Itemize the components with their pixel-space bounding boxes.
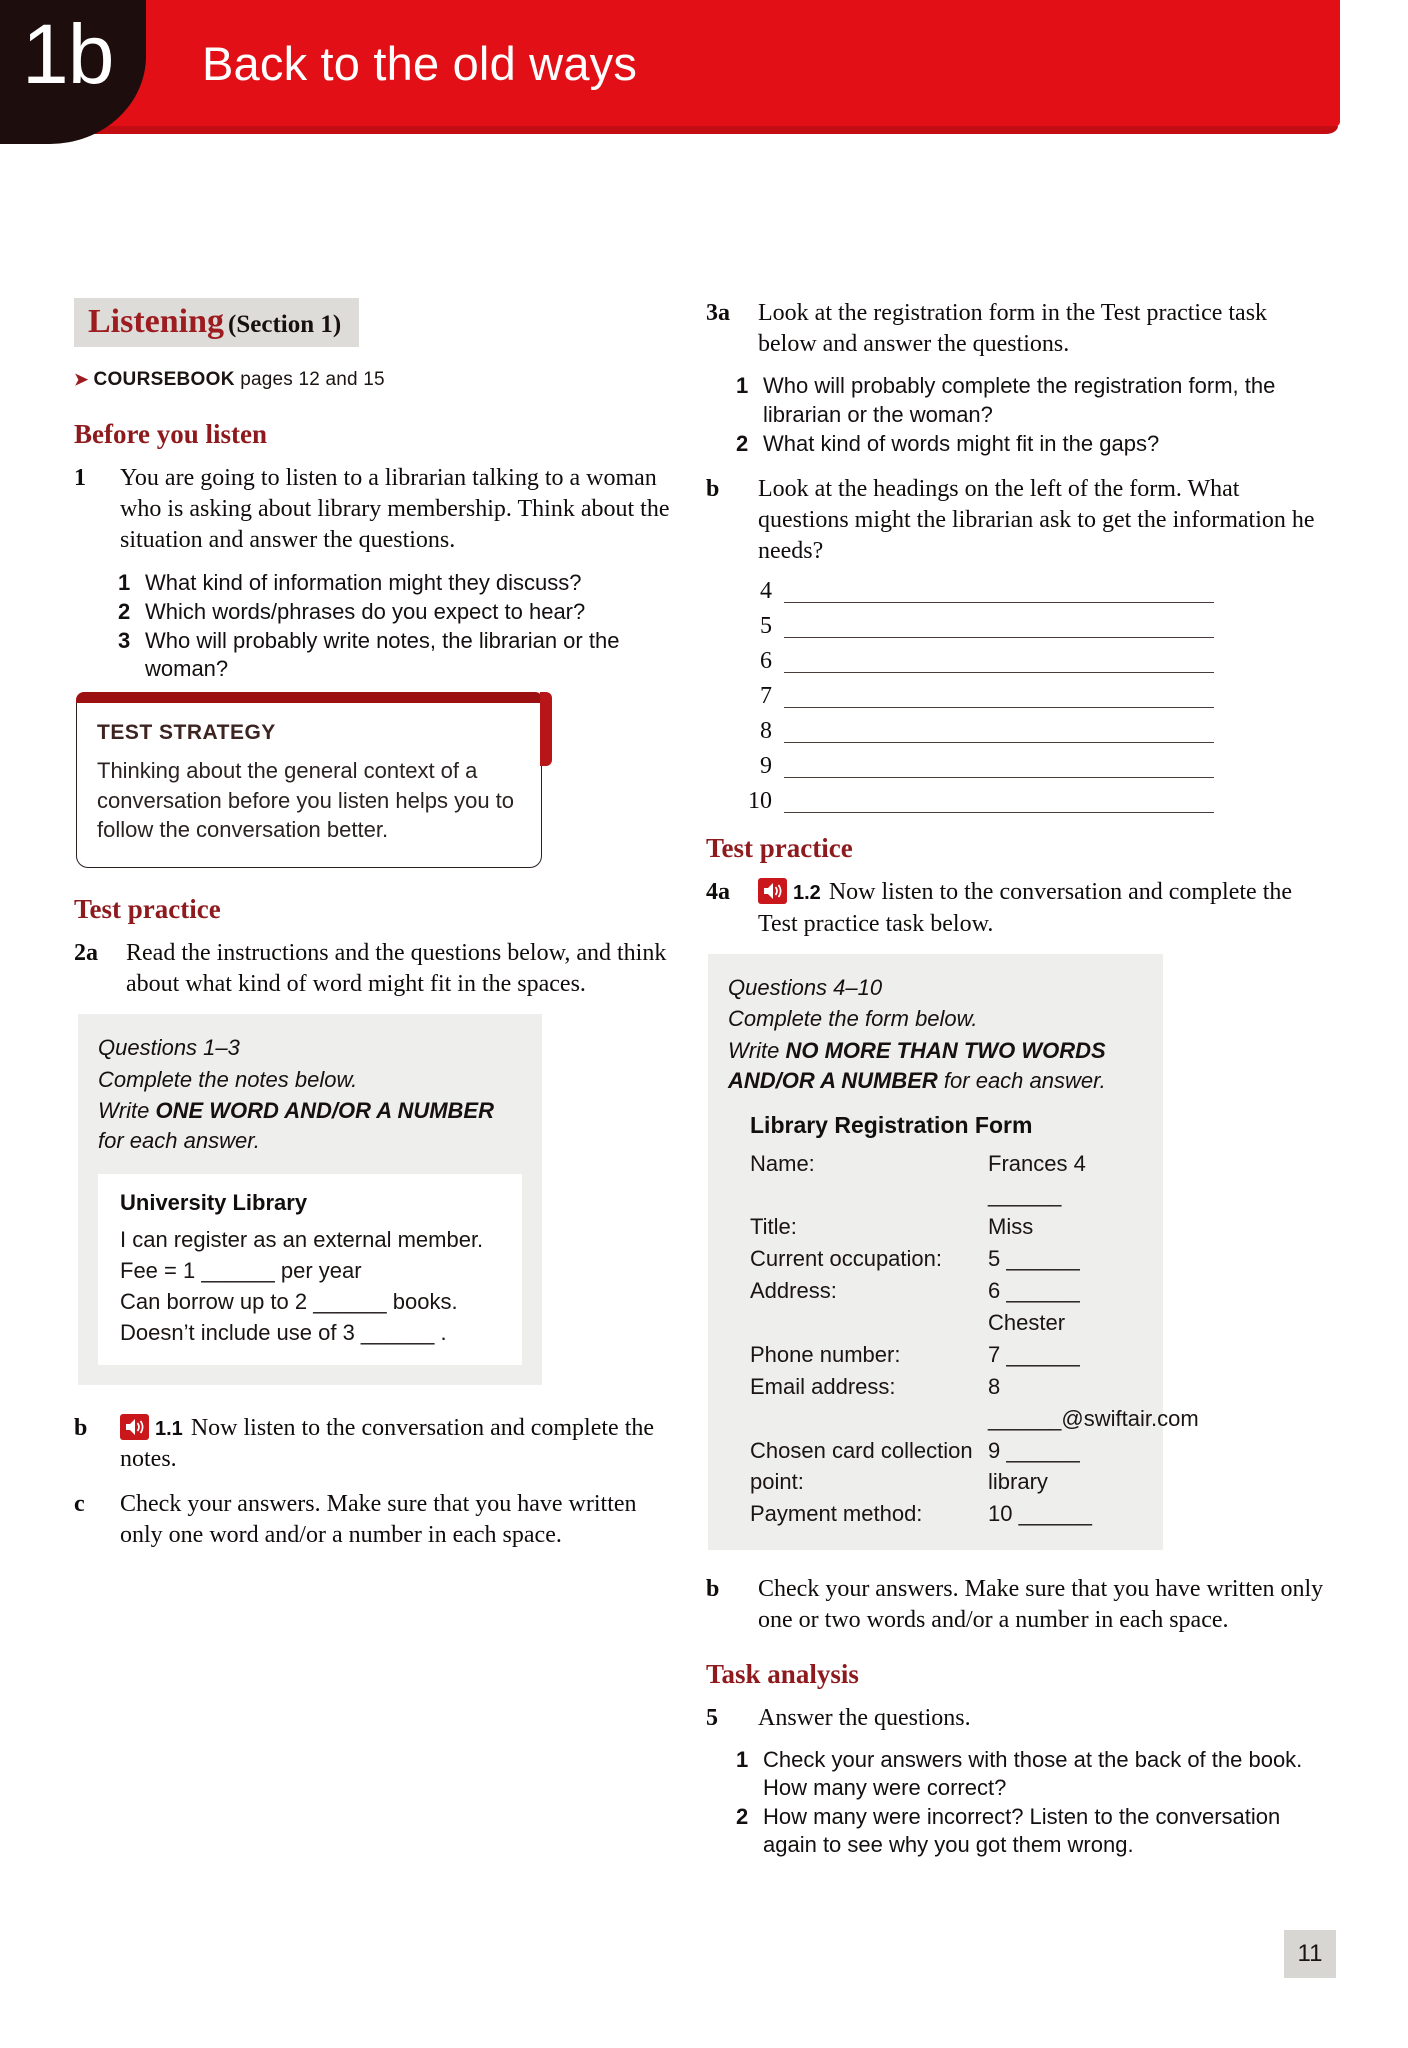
- unit-number: 1b: [22, 7, 114, 101]
- questions-range-label: Questions 1–3: [98, 1034, 240, 1060]
- exercise-3a-number: 3a: [706, 300, 730, 326]
- exercise-4a-number: 4a: [706, 879, 730, 906]
- write-prefix: Write: [728, 1038, 786, 1064]
- questions-4-10-panel: [708, 954, 1199, 1550]
- form-row: [750, 1339, 1143, 1371]
- exercise-1: [74, 463, 682, 557]
- answer-write-line[interactable]: [784, 761, 1214, 778]
- form-label: Title:: [750, 1214, 797, 1240]
- sub-item-number: 1: [118, 569, 131, 595]
- left-column: [74, 298, 682, 1563]
- sub-item-text: Check your answers with those at the back of the book. How many were correct?: [763, 1746, 1303, 1800]
- form-label: Current occupation:: [750, 1246, 942, 1272]
- coursebook-pages: pages 12 and 15: [240, 369, 385, 390]
- write-prefix: Write: [98, 1098, 156, 1124]
- exercise-3b-letter: b: [706, 475, 720, 502]
- form-row: [750, 1307, 1143, 1339]
- form-row: [750, 1435, 1143, 1499]
- form-row: [750, 1498, 1143, 1530]
- coursebook-label: COURSEBOOK: [93, 369, 235, 390]
- form-value[interactable]: 9 ______ library: [988, 1437, 1080, 1495]
- university-library-notes: [98, 1174, 522, 1365]
- answer-write-line[interactable]: [784, 726, 1214, 743]
- before-you-listen-heading: Before you listen: [74, 419, 267, 449]
- exercise-3a: [706, 298, 1326, 360]
- exercise-2b-letter: b: [74, 1414, 88, 1441]
- answer-write-line[interactable]: [784, 796, 1214, 813]
- answer-row: [746, 649, 1326, 673]
- answer-row: [746, 719, 1326, 743]
- form-label: Payment method:: [750, 1501, 923, 1527]
- exercise-5-number: 5: [706, 1704, 718, 1731]
- exercise-1-subitems: [118, 569, 682, 684]
- notes-line: Fee = 1 ______ per year: [120, 1257, 362, 1283]
- listening-section: (Section 1): [228, 311, 342, 338]
- page-number: 11: [1284, 1930, 1336, 1978]
- exercise-3a-text: Look at the registration form in the Test practice task below and answer the questions.: [758, 300, 1268, 358]
- notes-title: University Library: [120, 1189, 308, 1215]
- write-bold-rule: NO MORE THAN TWO WORDS AND/OR A NUMBER: [728, 1038, 1106, 1093]
- exercise-1-text: You are going to listen to a librarian talking to a woman who is asking about library membership. Think about the situation and answer the questions.: [120, 465, 670, 554]
- answer-write-line[interactable]: [784, 586, 1214, 603]
- audio-track-number: 1.1: [155, 1417, 183, 1440]
- task-analysis-heading: Task analysis: [706, 1658, 859, 1689]
- exercise-1-number: 1: [74, 465, 86, 491]
- sub-item-number: 2: [118, 598, 131, 624]
- sub-item-number: 3: [118, 627, 131, 653]
- list-item: [736, 430, 1326, 458]
- answer-number: 8: [760, 718, 772, 745]
- sub-item-text: How many were incorrect? Listen to the conversation again to see why you got them wrong.: [763, 1804, 1281, 1858]
- answer-lines-4-10: [746, 579, 1326, 813]
- exercise-2a: [74, 938, 682, 1000]
- exercise-4b: [706, 1574, 1326, 1636]
- test-practice-heading-right: Test practice: [706, 833, 853, 864]
- answer-row: [746, 579, 1326, 603]
- coursebook-reference: [74, 369, 682, 391]
- sub-item-number: 2: [736, 430, 749, 456]
- exercise-4b-letter: b: [706, 1576, 720, 1603]
- answer-row: [746, 684, 1326, 708]
- notes-line: I can register as an external member.: [120, 1226, 484, 1252]
- exercise-4a: [706, 877, 1326, 939]
- test-strategy-box: [76, 703, 542, 867]
- notes-line: Can borrow up to 2 ______ books.: [120, 1289, 458, 1315]
- form-label: [750, 1307, 988, 1339]
- complete-instruction: Complete the form below.: [728, 1006, 978, 1032]
- exercise-3b-text: Look at the headings on the left of the form. What questions might the librarian ask to get the information he needs?: [758, 475, 1315, 565]
- form-row: [750, 1371, 1199, 1435]
- answer-write-line[interactable]: [784, 621, 1214, 638]
- exercise-5: [706, 1703, 1326, 1734]
- write-instruction: [728, 1036, 1143, 1095]
- exercise-2c-letter: c: [74, 1491, 85, 1518]
- right-column: [706, 298, 1326, 1860]
- form-value[interactable]: Frances 4 ______: [988, 1150, 1086, 1208]
- questions-range-label: Questions 4–10: [728, 974, 883, 1000]
- form-value: Chester: [988, 1309, 1066, 1335]
- sub-item-text: What kind of information might they discuss?: [145, 569, 582, 595]
- registration-form-title: Library Registration Form: [750, 1111, 1033, 1138]
- listening-label: Listening: [88, 303, 225, 340]
- answer-number: 6: [760, 648, 772, 675]
- sub-item-text: Which words/phrases do you expect to hear?: [145, 598, 586, 624]
- sub-item-number: 1: [736, 1746, 749, 1772]
- exercise-2b-instruction: Now listen to the conversation and complete the notes.: [120, 1414, 655, 1472]
- exercise-4a-text: [758, 877, 1326, 939]
- answer-number: 10: [748, 788, 772, 815]
- form-row: [750, 1243, 1143, 1275]
- write-bold-rule: ONE WORD AND/OR A NUMBER: [155, 1098, 494, 1124]
- sub-item-text: What kind of words might fit in the gaps?: [763, 430, 1160, 456]
- sub-item-number: 1: [736, 373, 749, 399]
- form-value[interactable]: 7 ______: [988, 1341, 1080, 1367]
- write-instruction: [98, 1096, 522, 1155]
- write-suffix: for each answer.: [98, 1128, 260, 1154]
- form-label: Address:: [750, 1278, 837, 1304]
- page-header: [0, 0, 1408, 138]
- library-registration-form: [728, 1111, 1199, 1531]
- exercise-4a-instruction: Now listen to the conversation and complete the Test practice task below.: [758, 879, 1293, 937]
- form-label: Chosen card collection point:: [750, 1437, 973, 1495]
- exercise-2c: [74, 1489, 682, 1551]
- list-item: [118, 598, 682, 626]
- exercise-3a-subitems: [736, 372, 1326, 457]
- answer-row: [746, 754, 1326, 778]
- form-row: [750, 1211, 1143, 1243]
- list-item: [736, 1746, 1326, 1802]
- form-row: [750, 1148, 1143, 1212]
- answer-write-line[interactable]: [784, 656, 1214, 673]
- exercise-2a-number: 2a: [74, 939, 98, 966]
- exercise-3b: [706, 474, 1326, 568]
- arrow-icon: ➤: [74, 370, 89, 389]
- notes-line: Doesn’t include use of 3 ______ .: [120, 1320, 447, 1346]
- answer-number: 9: [760, 753, 772, 780]
- form-label: Name:: [750, 1150, 815, 1176]
- form-value[interactable]: 5 ______: [988, 1246, 1080, 1272]
- form-value[interactable]: 8 ______@swiftair.com: [988, 1373, 1199, 1431]
- answer-number: 4: [760, 578, 772, 605]
- list-item: [736, 1803, 1326, 1859]
- form-value: Miss: [988, 1214, 1034, 1240]
- write-suffix: for each answer.: [937, 1067, 1106, 1093]
- questions-1-3-panel: [78, 1014, 542, 1385]
- sub-item-number: 2: [736, 1804, 749, 1830]
- audio-track-number: 1.2: [793, 882, 821, 905]
- answer-row: [746, 789, 1326, 813]
- sub-item-text: Who will probably complete the registration form, the librarian or the woman?: [763, 373, 1276, 427]
- unit-title: Back to the old ways: [202, 37, 638, 90]
- speaker-icon[interactable]: [120, 1414, 149, 1440]
- header-red-banner: [0, 0, 1340, 128]
- exercise-5-text: Answer the questions.: [758, 1704, 971, 1731]
- answer-number: 5: [760, 613, 772, 640]
- list-item: [118, 627, 682, 683]
- exercise-2c-text: Check your answers. Make sure that you have written only one word and/or a number in each space.: [120, 1491, 637, 1549]
- answer-number: 7: [760, 683, 772, 710]
- exercise-4b-text: Check your answers. Make sure that you have written only one or two words and/or a number in each space.: [758, 1576, 1324, 1634]
- test-strategy-title: TEST STRATEGY: [97, 721, 276, 745]
- list-item: [118, 569, 682, 597]
- form-value[interactable]: 10 ______: [988, 1501, 1092, 1527]
- form-row: [750, 1275, 1143, 1307]
- form-label: Email address:: [750, 1373, 896, 1399]
- answer-row: [746, 614, 1326, 638]
- sub-item-text: Who will probably write notes, the librarian or the woman?: [145, 627, 620, 682]
- exercise-2b-text: [120, 1413, 682, 1475]
- form-value[interactable]: 6 ______: [988, 1278, 1080, 1304]
- listening-heading: [74, 298, 359, 347]
- test-strategy-text: Thinking about the general context of a conversation before you listen helps you to follow the conversation better.: [97, 758, 515, 843]
- list-item: [736, 372, 1326, 428]
- exercise-5-subitems: [736, 1746, 1326, 1860]
- speaker-icon[interactable]: [758, 878, 787, 904]
- complete-instruction: Complete the notes below.: [98, 1066, 358, 1092]
- exercise-2b: [74, 1413, 682, 1475]
- form-label: Phone number:: [750, 1341, 901, 1367]
- answer-write-line[interactable]: [784, 691, 1214, 708]
- exercise-2a-text: Read the instructions and the questions below, and think about what kind of word might fit in the spaces.: [126, 939, 667, 997]
- test-practice-heading-left: Test practice: [74, 893, 221, 924]
